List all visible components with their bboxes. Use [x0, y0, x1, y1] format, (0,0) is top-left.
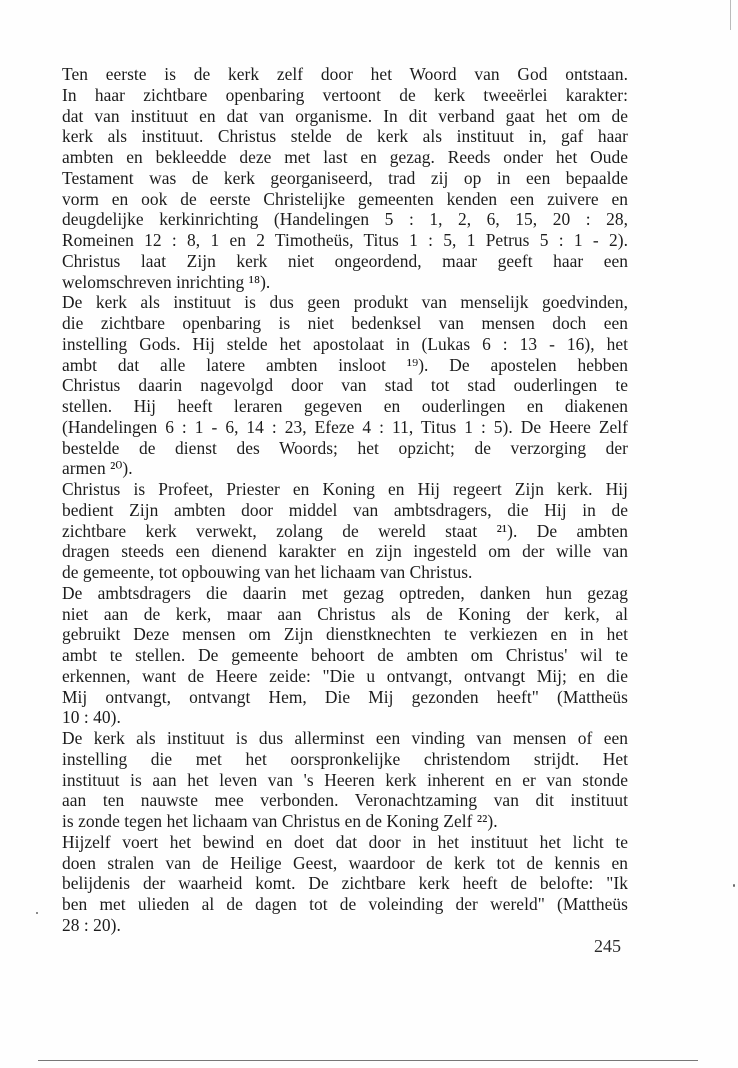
text-line: kerk als instituut. Christus stelde de kerk als instituut in, gaf haar: [62, 126, 628, 147]
text-line: zichtbare kerk verwekt, zolang de wereld staat ²¹). De ambten: [62, 520, 628, 541]
text-line: deugdelijke kerkinrichting (Handelingen 5 : 1, 2, 6, 15, 20 : 28,: [62, 209, 628, 230]
text-line: Christus daarin nagevolgd door van stad tot stad ouderlingen te: [62, 375, 628, 396]
text-line: instelling Gods. Hij stelde het apostolaat in (Lukas 6 : 13 - 16), het: [62, 333, 628, 354]
text-line: doen stralen van de Heilige Geest, waardoor de kerk tot de kennis en: [62, 852, 628, 873]
text-line: die zichtbare openbaring is niet bedenksel van mensen doch een: [62, 313, 628, 333]
text-line: is zonde tegen het lichaam van Christus en de Koning Zelf ²²).: [62, 811, 498, 831]
text-line: ben met ulieden al de dagen tot de voleinding der wereld" (Mattheüs: [62, 894, 628, 914]
text-line: 10 : 40).: [62, 707, 121, 728]
text-line: ambt dat alle latere ambten insloot ¹⁹). De apostelen hebben: [62, 354, 628, 375]
text-line: bedient Zijn ambten door middel van ambtsdragers, die Hij in de: [62, 499, 628, 520]
text-line: 28 : 20).: [62, 914, 121, 935]
text-line: erkennen, want de Heere zeide: "Die u ontvangt, ontvangt Mij; en die: [62, 665, 628, 686]
text-line: (Handelingen 6 : 1 - 6, 14 : 23, Efeze 4 : 11, Titus 1 : 5). De Heere Zelf: [62, 416, 628, 437]
text-line: belijdenis der waarheid komt. De zichtbare kerk heeft de belofte: "Ik: [62, 873, 628, 894]
text-line: Testament was de kerk georganiseerd, trad zij op in een bepaalde: [62, 167, 628, 188]
text-line: Mij ontvangt, ontvangt Hem, Die Mij gezonden heeft" (Mattheüs: [62, 686, 628, 707]
text-line: niet aan de kerk, maar aan Christus als de Koning der kerk, al: [62, 603, 628, 624]
text-line: dat van instituut en dat van organisme. In dit verband gaat het om de: [62, 105, 628, 126]
text-line: instelling die met het oorspronkelijke christendom strijdt. Het: [62, 748, 628, 769]
scan-speck: [36, 912, 38, 914]
body-text: [62, 64, 628, 936]
text-line: welomschreven inrichting ¹⁸).: [62, 271, 271, 292]
text-line: De ambtsdragers die daarin met gezag optreden, danken hun gezag: [62, 582, 628, 603]
text-line: armen ²⁰).: [62, 458, 133, 479]
text-line: vorm en ook de eerste Christelijke gemeenten kenden een zuivere en: [62, 188, 628, 209]
text-line: de gemeente, tot opbouwing van het lichaam van Christus.: [62, 562, 473, 582]
text-line: In haar zichtbare openbaring vertoont de kerk tweeërlei karakter:: [62, 84, 628, 105]
text-line: bestelde de dienst des Woords; het opzicht; de verzorging der: [62, 437, 628, 458]
text-line: instituut is aan het leven van 's Heeren kerk inherent en er van stonde: [62, 769, 628, 790]
text-line: Ten eerste is de kerk zelf door het Woord van God ontstaan.: [62, 64, 628, 84]
page-number: 245: [594, 936, 621, 956]
scan-edge-mark: [730, 0, 731, 30]
text-line: De kerk als instituut is dus geen produkt van menselijk goedvinden,: [62, 292, 628, 313]
text-line: dragen steeds een dienend karakter en zijn ingesteld om der wille van: [62, 541, 628, 562]
text-line: De kerk als instituut is dus allerminst een vinding van mensen of een: [62, 728, 628, 748]
text-line: Hijzelf voert het bewind en doet dat door in het instituut het licht te: [62, 831, 628, 852]
text-line: Christus laat Zijn kerk niet ongeordend, maar geeft haar een: [62, 250, 628, 271]
text-line: Christus is Profeet, Priester en Koning en Hij regeert Zijn kerk. Hij: [62, 479, 628, 499]
bottom-edge-line: [38, 1060, 698, 1061]
text-line: ambten en bekleedde deze met last en gezag. Reeds onder het Oude: [62, 147, 628, 167]
text-line: aan ten nauwste mee verbonden. Veronachtzaming van dit instituut: [62, 790, 628, 811]
text-line: ambt te stellen. De gemeente behoort de ambten om Christus' wil te: [62, 645, 628, 665]
text-line: stellen. Hij heeft leraren gegeven en ouderlingen en diakenen: [62, 396, 628, 416]
scan-speck: [733, 884, 735, 887]
text-line: Romeinen 12 : 8, 1 en 2 Timotheüs, Titus 1 : 5, 1 Petrus 5 : 1 - 2).: [62, 230, 628, 250]
text-line: gebruikt Deze mensen om Zijn dienstknechten te verkiezen en in het: [62, 624, 628, 645]
